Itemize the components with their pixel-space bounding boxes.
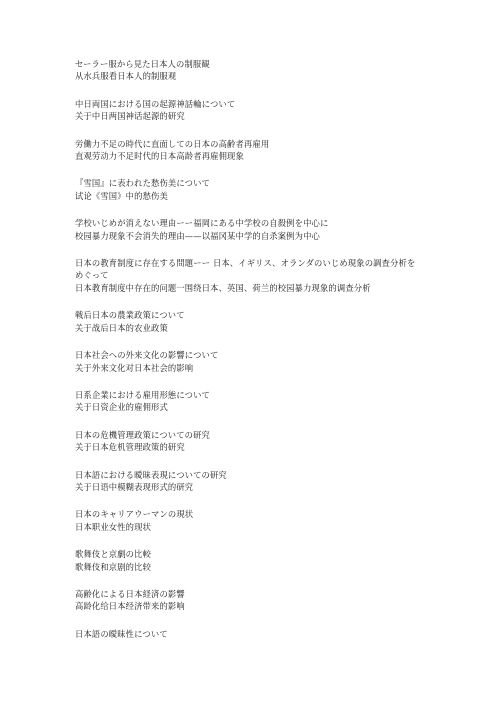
chinese-title: 日本职业女性的现状 — [75, 521, 152, 532]
list-item — [75, 508, 435, 533]
list-item — [75, 588, 435, 613]
japanese-title: 日本語における曖昧表現についての研究 — [75, 469, 227, 480]
list-item — [75, 58, 435, 83]
list-item — [75, 349, 435, 374]
list-item — [75, 177, 435, 202]
chinese-title: 日本教育制度中存在的问题一围绕日本、英国、荷兰的校园暴力现象的调查分析 — [75, 282, 371, 293]
chinese-title: 高龄化给日本经济带来的影响 — [75, 601, 185, 612]
list-item — [75, 469, 435, 494]
japanese-title: 日系企業における雇用形態について — [75, 389, 210, 400]
japanese-title: 日本の教育制度に存在する問題ーー 日本、イギリス、オランダのいじめ現象の調査分析をめぐって — [75, 258, 416, 281]
japanese-title: 日本の危機管理政策についての研究 — [75, 429, 210, 440]
chinese-title: 关于日本危机管理政策的研究 — [75, 442, 185, 453]
chinese-title: 关于中日两国神话起源的研究 — [75, 111, 185, 122]
list-item — [75, 429, 435, 454]
japanese-title: 高齢化による日本経済の影響 — [75, 588, 185, 599]
list-item — [75, 98, 435, 123]
list-item — [75, 138, 435, 163]
list-item — [75, 217, 435, 242]
chinese-title: 关于战后日本的农业政策 — [75, 322, 168, 333]
chinese-title: 从水兵服看日本人的制服观 — [75, 71, 177, 82]
chinese-title: 校园暴力现象不会消失的理由——以福冈某中学的自杀案例为中心 — [75, 230, 320, 241]
chinese-title: 关于日语中模糊表现形式的研究 — [75, 481, 194, 492]
chinese-title: 歌舞伎和京剧的比较 — [75, 561, 152, 572]
list-item — [75, 389, 435, 414]
chinese-title: 试论《雪国》中的愁伤美 — [75, 190, 168, 201]
japanese-title: 『雪国』に表われた愁伤美について — [75, 178, 210, 189]
japanese-title: 労働力不足の時代に直面しての日本の高齢者再雇用 — [75, 138, 270, 149]
chinese-title: 关于日资企业的雇佣形式 — [75, 402, 168, 413]
japanese-title: 日本社会への外来文化の影響について — [75, 350, 219, 361]
japanese-title: セーラー服から見た日本人の制服観 — [75, 59, 210, 69]
chinese-title: 关于外来文化对日本社会的影响 — [75, 362, 194, 373]
japanese-title: 戦后日本の農業政策について — [75, 310, 185, 321]
list-item — [75, 309, 435, 334]
japanese-title: 中日両国における国の起源神話輪について — [75, 98, 236, 109]
chinese-title: 直观劳动力不足时代的日本高龄者再雇佣现象 — [75, 151, 244, 162]
japanese-title: 日本のキャリアウーマンの現状 — [75, 509, 194, 520]
japanese-title: 学校いじめが消えない理由ーー福岡にある中学校の自殺例を中心に — [75, 218, 329, 229]
list-item — [75, 257, 435, 294]
list-item — [75, 548, 435, 573]
list-item — [75, 628, 435, 640]
japanese-title: 日本語の曖昧性について — [75, 628, 168, 639]
japanese-title: 歌舞伎と京劇の比較 — [75, 549, 152, 560]
thesis-title-list — [75, 58, 435, 655]
